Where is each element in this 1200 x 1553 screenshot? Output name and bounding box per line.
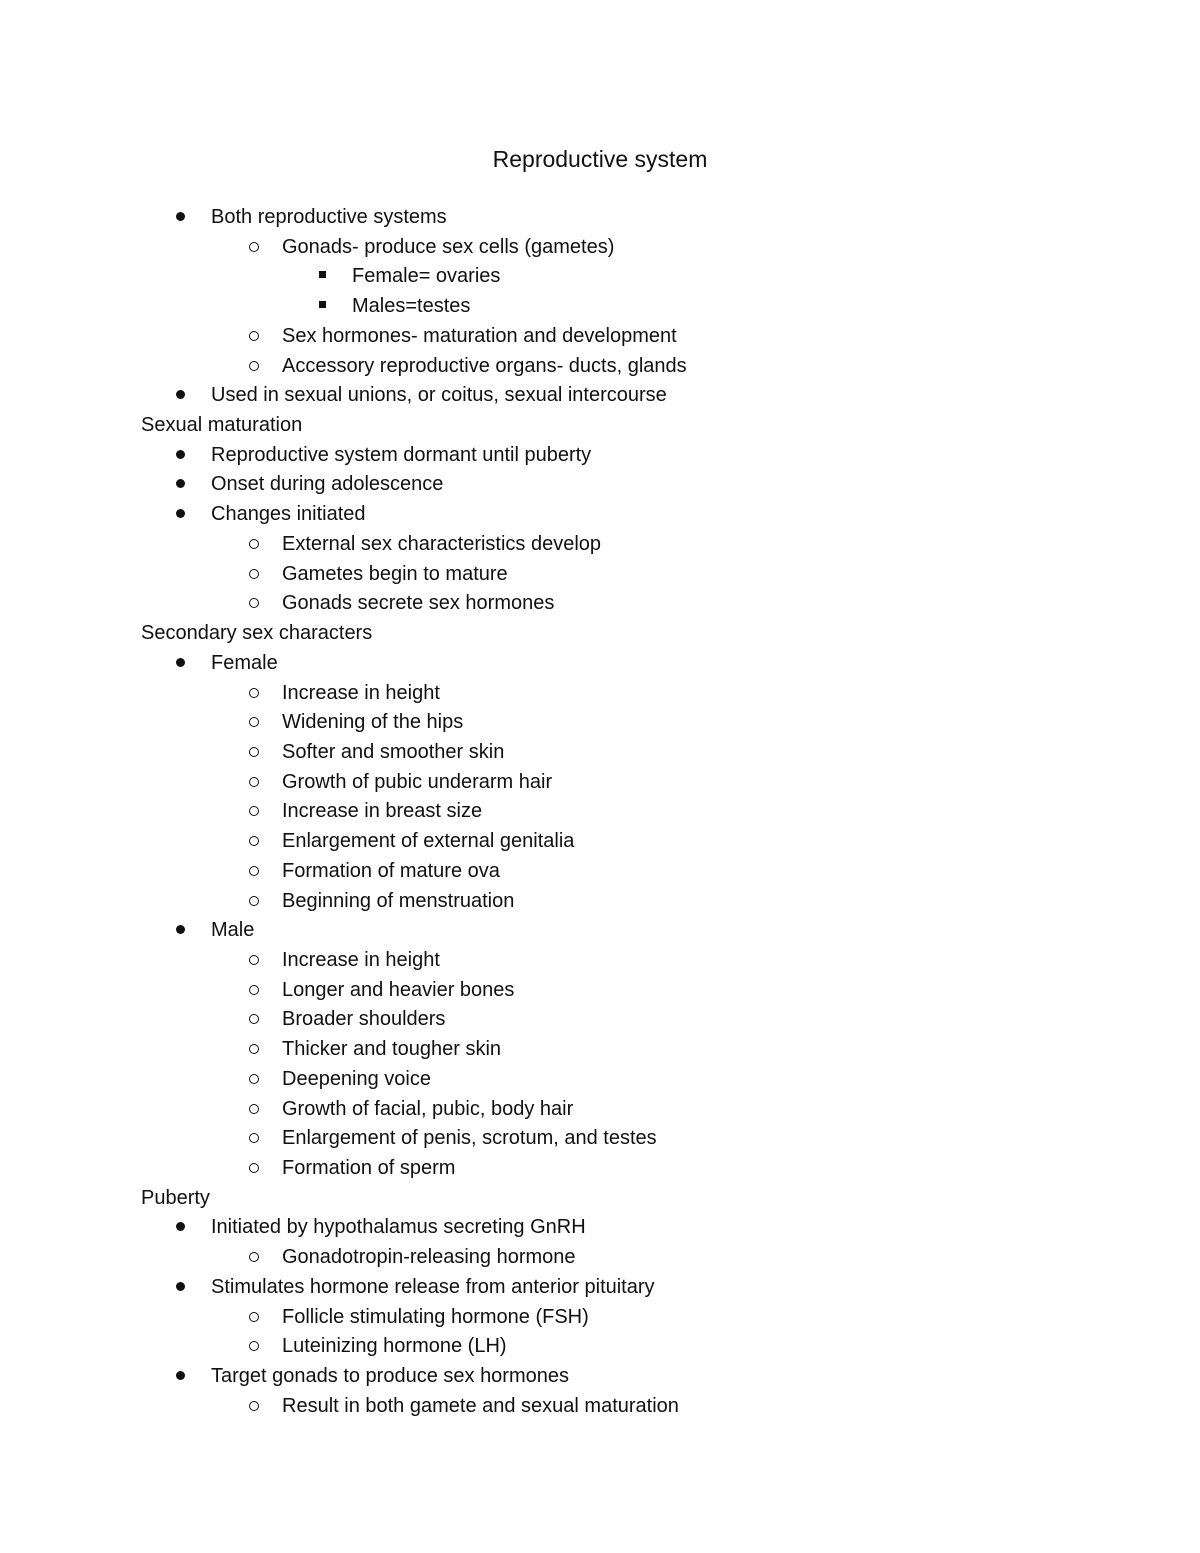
- bullet-dot-icon: [170, 500, 190, 529]
- list-item-text: Gonads- produce sex cells (gametes): [282, 236, 615, 258]
- bullet-circle-icon: [244, 1065, 264, 1094]
- list-item-text: Widening of the hips: [282, 711, 464, 733]
- bullet-circle-icon: [244, 797, 264, 826]
- list-item-text: Broader shoulders: [282, 1008, 446, 1030]
- bullet-circle-icon: [244, 708, 264, 737]
- list-item-text: Growth of pubic underarm hair: [282, 771, 553, 793]
- bullet-circle-icon: [244, 679, 264, 708]
- list-item-text: Formation of sperm: [282, 1157, 456, 1179]
- list-item-text: Gonadotropin-releasing hormone: [282, 1246, 576, 1268]
- list-item-text: Growth of facial, pubic, body hair: [282, 1098, 574, 1120]
- list-item-text: Result in both gamete and sexual maturation: [282, 1395, 679, 1417]
- list-item-text: Softer and smoother skin: [282, 741, 505, 763]
- bullet-circle-icon: [244, 738, 264, 767]
- bullet-square-icon: [312, 262, 332, 291]
- list-item-text: Beginning of menstruation: [282, 890, 515, 912]
- section-heading-text: Secondary sex characters: [141, 622, 373, 644]
- list-item-text: Both reproductive systems: [211, 206, 447, 228]
- list-item-text: Enlargement of external genitalia: [282, 830, 575, 852]
- list-item-text: Used in sexual unions, or coitus, sexual intercourse: [211, 384, 667, 406]
- bullet-circle-icon: [244, 827, 264, 856]
- bullet-circle-icon: [244, 768, 264, 797]
- list-item-text: Target gonads to produce sex hormones: [211, 1365, 569, 1387]
- bullet-circle-icon: [244, 1154, 264, 1183]
- bullet-square-icon: [312, 292, 332, 321]
- bullet-dot-icon: [170, 649, 190, 678]
- list-item-text: Stimulates hormone release from anterior pituitary: [211, 1276, 655, 1298]
- bullet-circle-icon: [244, 589, 264, 618]
- bullet-circle-icon: [244, 233, 264, 262]
- list-item-text: Males=testes: [352, 295, 471, 317]
- list-item-text: External sex characteristics develop: [282, 533, 602, 555]
- list-item-text: Male: [211, 919, 255, 941]
- list-item-text: Initiated by hypothalamus secreting GnRH: [211, 1216, 586, 1238]
- bullet-circle-icon: [244, 322, 264, 351]
- bullet-circle-icon: [244, 857, 264, 886]
- list-item-text: Luteinizing hormone (LH): [282, 1335, 507, 1357]
- bullet-dot-icon: [170, 1273, 190, 1302]
- list-item-text: Gametes begin to mature: [282, 563, 508, 585]
- bullet-circle-icon: [244, 1035, 264, 1064]
- bullet-circle-icon: [244, 1124, 264, 1153]
- bullet-circle-icon: [244, 946, 264, 975]
- bullet-dot-icon: [170, 1213, 190, 1242]
- bullet-circle-icon: [244, 1095, 264, 1124]
- page-title: Reproductive system: [492, 146, 708, 172]
- bullet-circle-icon: [244, 1005, 264, 1034]
- list-item-text: Sex hormones- maturation and development: [282, 325, 677, 347]
- list-item-text: Longer and heavier bones: [282, 979, 515, 1001]
- list-item-text: Gonads secrete sex hormones: [282, 592, 555, 614]
- list-item-text: Deepening voice: [282, 1068, 431, 1090]
- section-heading-text: Sexual maturation: [141, 414, 303, 436]
- list-item-text: Increase in height: [282, 949, 440, 971]
- list-item-text: Increase in height: [282, 682, 440, 704]
- bullet-circle-icon: [244, 1243, 264, 1272]
- bullet-circle-icon: [244, 976, 264, 1005]
- bullet-dot-icon: [170, 916, 190, 945]
- list-item-text: Onset during adolescence: [211, 473, 444, 495]
- bullet-dot-icon: [170, 1362, 190, 1391]
- list-item-text: Follicle stimulating hormone (FSH): [282, 1306, 589, 1328]
- bullet-circle-icon: [244, 1303, 264, 1332]
- bullet-circle-icon: [244, 352, 264, 381]
- section-heading-text: Puberty: [141, 1187, 210, 1209]
- bullet-circle-icon: [244, 530, 264, 559]
- bullet-dot-icon: [170, 203, 190, 232]
- bullet-dot-icon: [170, 381, 190, 410]
- list-item-text: Reproductive system dormant until puberty: [211, 444, 592, 466]
- list-item-text: Increase in breast size: [282, 800, 483, 822]
- list-item-text: Female= ovaries: [352, 265, 501, 287]
- bullet-circle-icon: [244, 887, 264, 916]
- list-item-text: Thicker and tougher skin: [282, 1038, 502, 1060]
- list-item-text: Accessory reproductive organs- ducts, glands: [282, 355, 687, 377]
- bullet-dot-icon: [170, 470, 190, 499]
- bullet-circle-icon: [244, 1392, 264, 1421]
- list-item-text: Female: [211, 652, 278, 674]
- bullet-circle-icon: [244, 560, 264, 589]
- list-item-text: Enlargement of penis, scrotum, and testes: [282, 1127, 657, 1149]
- list-item-text: Formation of mature ova: [282, 860, 500, 882]
- bullet-dot-icon: [170, 441, 190, 470]
- bullet-circle-icon: [244, 1332, 264, 1361]
- list-item-text: Changes initiated: [211, 503, 366, 525]
